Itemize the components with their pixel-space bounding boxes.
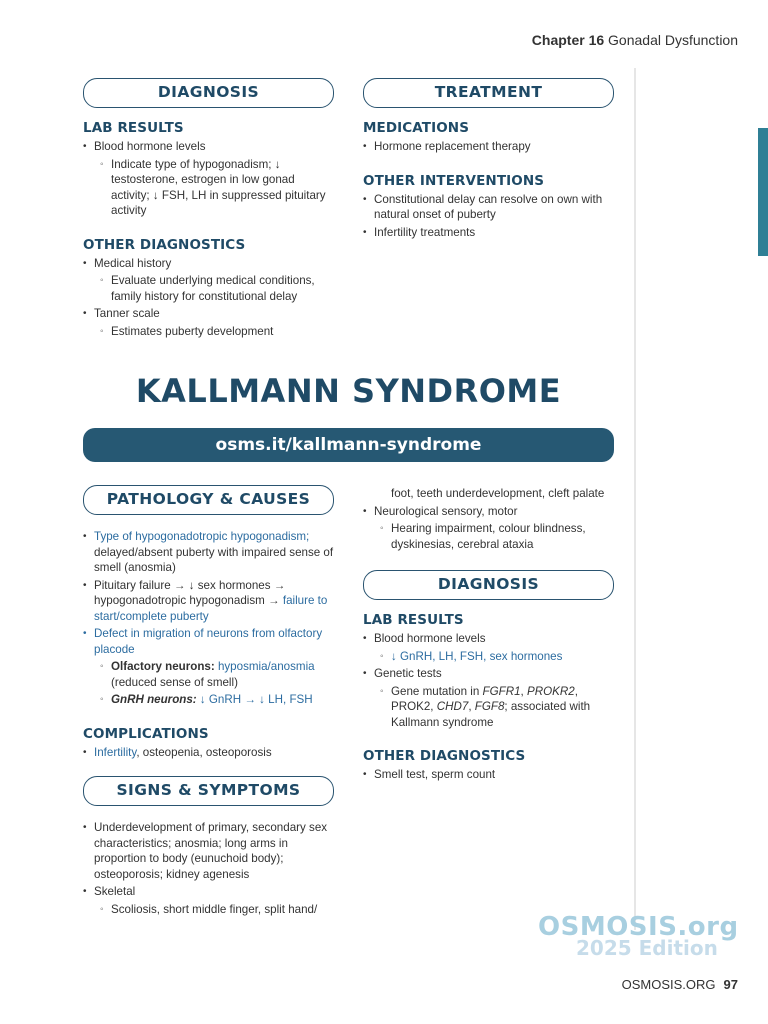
complications-list bbox=[83, 745, 336, 761]
gnrh-highlight: ↓ GnRH → ↓ LH, FSH bbox=[196, 693, 313, 706]
list-item: • Constitutional delay can resolve on own with natural onset of puberty bbox=[363, 192, 616, 223]
pathology-item1-highlight: Type of hypogonadotropic hypogonadism; bbox=[94, 530, 310, 543]
page-number: 97 bbox=[723, 977, 738, 992]
list-item: • Blood hormone levels bbox=[363, 631, 616, 647]
gene-prokr2: PROKR2 bbox=[527, 684, 575, 698]
other-interventions-list bbox=[363, 192, 616, 241]
list-item: • Skeletal bbox=[83, 884, 336, 900]
list-item bbox=[83, 578, 336, 625]
signs-list bbox=[83, 820, 336, 917]
list-item: • Hormone replacement therapy bbox=[363, 139, 616, 155]
diagnosis-pill: DIAGNOSIS bbox=[83, 78, 334, 108]
medications-heading: MEDICATIONS bbox=[363, 120, 470, 136]
lab-results-heading: LAB RESULTS bbox=[83, 120, 184, 136]
page-footer bbox=[622, 977, 738, 992]
complications-text: , osteopenia, osteoporosis bbox=[136, 745, 272, 759]
pathology-item2-text: Pituitary failure → ↓ sex hormones → hypogonadotropic hypogonadism → bbox=[94, 578, 286, 607]
list-item bbox=[83, 692, 336, 708]
other-diagnostics-list bbox=[83, 256, 336, 340]
gene-text: , PROK2, bbox=[391, 684, 578, 713]
other-diagnostics-list-2 bbox=[363, 767, 616, 783]
list-item bbox=[363, 684, 616, 731]
gene-chd7: CHD7 bbox=[436, 700, 469, 713]
edition-text: 2025 Edition bbox=[576, 936, 718, 960]
medications-list bbox=[363, 139, 616, 155]
treatment-pill: TREATMENT bbox=[363, 78, 614, 108]
lab-results-heading-2: LAB RESULTS bbox=[363, 612, 464, 628]
signs-pill: SIGNS & SYMPTOMS bbox=[83, 776, 334, 806]
url-link[interactable]: osms.it/kallmann-syndrome bbox=[83, 428, 614, 462]
list-item: • Neurological sensory, motor bbox=[363, 504, 616, 520]
chapter-title: Gonadal Dysfunction bbox=[608, 32, 738, 48]
list-item: ◦ Evaluate underlying medical conditions, family history for constitutional delay bbox=[83, 273, 336, 304]
list-item: • Blood hormone levels bbox=[83, 139, 336, 155]
gene-fgf8: FGF8 bbox=[474, 700, 505, 713]
column-divider bbox=[634, 68, 636, 930]
footer-site: OSMOSIS.ORG bbox=[621, 977, 716, 992]
list-item: • Defect in migration of neurons from olfactory placode bbox=[83, 626, 336, 657]
other-interventions-heading: OTHER INTERVENTIONS bbox=[363, 172, 545, 189]
diagnosis-section bbox=[83, 78, 336, 341]
other-diagnostics-heading-2: OTHER DIAGNOSTICS bbox=[363, 748, 526, 764]
list-item bbox=[83, 745, 336, 761]
list-item: ◦ Estimates puberty development bbox=[83, 324, 336, 340]
diagnosis2-pill: DIAGNOSIS bbox=[363, 570, 614, 600]
list-item: ◦ Hearing impairment, colour blindness, dyskinesias, cerebral ataxia bbox=[363, 521, 616, 552]
list-item: ◦ Indicate type of hypogonadism; ↓ testosterone, estrogen in low gonad activity; ↓ FSH, LH in suppressed pituitary activity bbox=[83, 157, 336, 219]
left-column bbox=[83, 485, 336, 919]
list-item bbox=[83, 659, 336, 690]
list-item: • Medical history bbox=[83, 256, 336, 272]
list-item: • Infertility treatments bbox=[363, 225, 616, 241]
olfactory-text: (reduced sense of smell) bbox=[111, 675, 238, 689]
lab-results-list-2 bbox=[363, 631, 616, 730]
list-item: • Tanner scale bbox=[83, 306, 336, 322]
pathology-list bbox=[83, 529, 336, 708]
complications-highlight: Infertility bbox=[94, 745, 137, 759]
gene-text: ; associated with Kallmann syndrome bbox=[391, 700, 591, 729]
olfactory-highlight: hyposmia/anosmia bbox=[214, 660, 315, 673]
list-item: • Genetic tests bbox=[363, 666, 616, 682]
gene-text: , bbox=[520, 684, 527, 698]
gene-text: Gene mutation in bbox=[391, 684, 483, 698]
logo-text: OSMOSIS.org bbox=[538, 912, 739, 942]
pathology-item2-highlight: failure to start/complete puberty bbox=[94, 594, 328, 623]
other-diagnostics-heading: OTHER DIAGNOSTICS bbox=[83, 236, 246, 253]
list-item: • Underdevelopment of primary, secondary sex characteristics; anosmia; long arms in proportion to body (eunuchoid body); osteoporosis; kidney agenesis bbox=[83, 820, 336, 882]
list-item: ◦ ↓ GnRH, LH, FSH, sex hormones bbox=[363, 649, 616, 665]
right-column bbox=[363, 486, 616, 785]
list-item bbox=[83, 529, 336, 576]
chapter-label: Chapter 16 bbox=[531, 32, 605, 48]
gene-text: , bbox=[468, 700, 475, 713]
list-item: • Smell test, sperm count bbox=[363, 767, 616, 783]
treatment-section bbox=[363, 78, 616, 242]
lab-results-list bbox=[83, 139, 336, 219]
pathology-pill: PATHOLOGY & CAUSES bbox=[83, 485, 334, 515]
gene-fgfr1: FGFR1 bbox=[482, 684, 521, 698]
list-item: ◦ Scoliosis, short middle finger, split hand/ bbox=[83, 902, 336, 918]
complications-heading: COMPLICATIONS bbox=[83, 725, 209, 742]
side-tab bbox=[758, 128, 768, 256]
gnrh-label: GnRH neurons: bbox=[111, 693, 197, 706]
pathology-item1-text: delayed/absent puberty with impaired sense of smell (anosmia) bbox=[94, 545, 334, 574]
signs-continued-list bbox=[363, 486, 616, 552]
olfactory-label: Olfactory neurons: bbox=[111, 660, 215, 673]
osmosis-logo bbox=[538, 912, 738, 960]
page-title: KALLMANN SYNDROME bbox=[135, 372, 562, 410]
chapter-header bbox=[532, 32, 738, 48]
list-item: foot, teeth underdevelopment, cleft palate bbox=[391, 487, 605, 500]
